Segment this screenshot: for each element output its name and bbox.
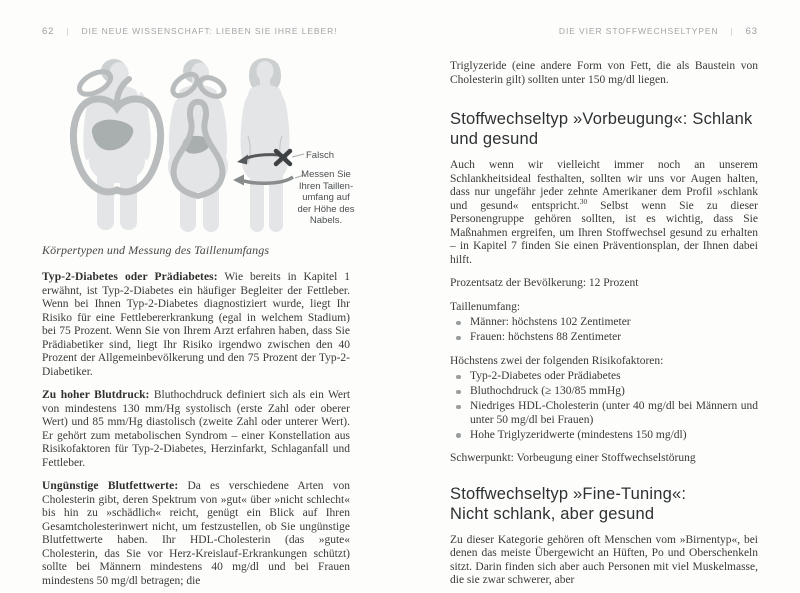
population-line: Prozentsatz der Bevölkerung: 12 Prozent [450,277,639,289]
section-title-text: Nicht schlank, aber gesund [450,504,655,523]
section-title-text: Stoffwechseltyp »Fine-Tuning«: [450,484,687,503]
leg-shape [250,170,264,232]
risk-list [450,370,758,442]
face-shape [257,61,274,81]
figure-annotation-falsch: Falsch [306,150,334,161]
paragraph-text: Wie bereits in Kapitel 1 erwähnt, ist Typ-2-Diabetes ein häufiger Begleiter der Fettleber. Wenn bei Ihnen Typ-2-Diabetes diagnostiziert wurde, liegt Ihr Risiko für eine Fettlebererkrankung (egal in welchem Stadium) bei 75 Prozent. Wenn Sie von Ihrem Arzt erfahren haben, dass Sie Prädiabetiker sind, liegt Ihr Risiko irgendwo zwischen den 40 Prozent der Allgemeinbevölkerung und den 75 Prozent der Typ-2-Diabetiker. [42,271,350,378]
list-item: Männer: höchstens 102 Zentimeter [450,316,758,330]
leg-shape [180,176,196,232]
section-title-text: Stoffwechseltyp »Vorbeugung«: Schlank und gesund [450,110,753,148]
list-item: Typ-2-Diabetes oder Prädiabetes [450,370,758,384]
waist-list [450,316,758,345]
paragraph-text: Auch wenn wir vielleicht immer noch an unserem Schlankheitsideal festhalten, sollten wir uns vor Augen halten, dass nur ungefähr jeder zehnte Amerikaner dem Profil »schlank und gesund« entspricht. [450,159,758,212]
page-number-left: 62 [42,26,55,37]
measurement-figure [233,58,304,232]
apple-type-figure [73,59,160,230]
paragraph-lead: Zu hoher Blutdruck: [42,389,150,401]
running-head-separator: | [66,26,70,36]
section-title-vorbeugung [450,109,758,149]
figure-body-types [42,58,355,258]
risk-label: Höchstens zwei der folgenden Risikofaktoren: [450,354,664,367]
pear-type-figure [167,59,229,232]
paragraph-diabetes [42,271,350,379]
page-number-right: 63 [745,26,758,37]
paragraph-text: Bluthochdruck definiert sich als ein Wert von mindestens 130 mm/Hg systolisch (erste Zahl oder oberer Wert) und 85 mm/Hg diastolisch (zweite Zahl oder unterer Wert). Er gehört zum metabolischen Syndrom – einer Konstellation aus Risikofaktoren für Typ-2-Diabetes, Herzinfarkt, Schlaganfall und Fettleber. [42,389,351,469]
section-title-finetuning [450,484,758,524]
paragraph-blutfettwerte [42,480,350,588]
paragraph-triglyzeride: Triglyzeride (eine andere Form von Fett, die als Baustein von Cholesterin gilt) sollten unter 150 mg/dl liegen. [450,60,758,86]
running-head-left [42,26,350,38]
list-item: Bluthochdruck (≥ 130/85 mmHg) [450,385,758,399]
paragraph-blutdruck [42,389,350,470]
waist-label: Taillenumfang: [450,300,521,313]
list-item: Frauen: höchstens 88 Zentimeter [450,331,758,345]
figure-illustration [42,58,355,236]
arrowhead-icon [233,175,244,186]
leg-shape [120,166,137,230]
running-head-right [450,26,758,38]
figure-caption: Körpertypen und Messung des Taillenumfangs [42,243,270,257]
page-right [450,26,758,588]
leader-line [292,154,304,157]
paragraph-lead: Ungünstige Blutfettwerte: [42,480,179,492]
running-head-title-right: DIE VIER STOFFWECHSELTYPEN [558,26,719,36]
focus-line: Schwerpunkt: Vorbeugung einer Stoffwechselstörung [450,452,696,464]
paragraph-finetuning-intro: Zu dieser Kategorie gehören oft Menschen vom »Birnentyp«, bei denen das meiste Übergewicht an Hüften, Po und Oberschenkeln sitzt. Darin finden sich aber auch Personen mit viel Muskelmasse, die sie zwar schwerer, aber [450,533,758,586]
list-item: Niedriges HDL-Cholesterin (unter 40 mg/dl bei Männern und unter 50 mg/dl bei Frauen) [450,400,758,427]
leg-shape [97,166,114,230]
leg-shape [269,170,283,232]
paragraph-lead: Typ-2-Diabetes oder Prädiabetes: [42,271,218,283]
running-head-separator: | [730,26,734,36]
paragraph-text: Da es verschiedene Arten von Cholesterin gibt, deren Spektrum von »gut« über »nicht schlecht« bis hin zu »schädlich« reicht, genügt ein Blick auf Ihren Gesamtcholesterinwert nicht, um festzustellen, ob Sie ungünstige Blutfettwerte haben. Ihr HDL-Cholesterin (das »gute« Cholesterin, das Sie vor Herz-Kreislauf-Erkrankungen schützt) sollte bei Männern mindestens 40 mg/dl und bei Frauen mindestens 50 mg/dl betragen; die [42,480,350,587]
figure-annotation-measure: Messen Sie Ihren Taillenumfang auf der Höhe des Nabels. [297,169,355,226]
running-head-title-left: DIE NEUE WISSENSCHAFT: LIEBEN SIE IHRE LEBER! [81,26,338,36]
paragraph-vorbeugung-intro [450,159,758,267]
list-item: Hohe Triglyzeridwerte (mindestens 150 mg/dl) [450,429,758,443]
page-left [42,26,355,588]
paragraph-text: Selbst wenn Sie zu dieser Personengruppe gehören sollten, ist es wichtig, dass Sie Maßnahmen ergreifen, um Ihren Stoffwechsel gesund zu erhalten – in Kapitel 7 finden Sie einen Präventionsplan, der Ihnen dabei hilft. [450,199,758,266]
footnote-marker: 30 [579,196,588,206]
